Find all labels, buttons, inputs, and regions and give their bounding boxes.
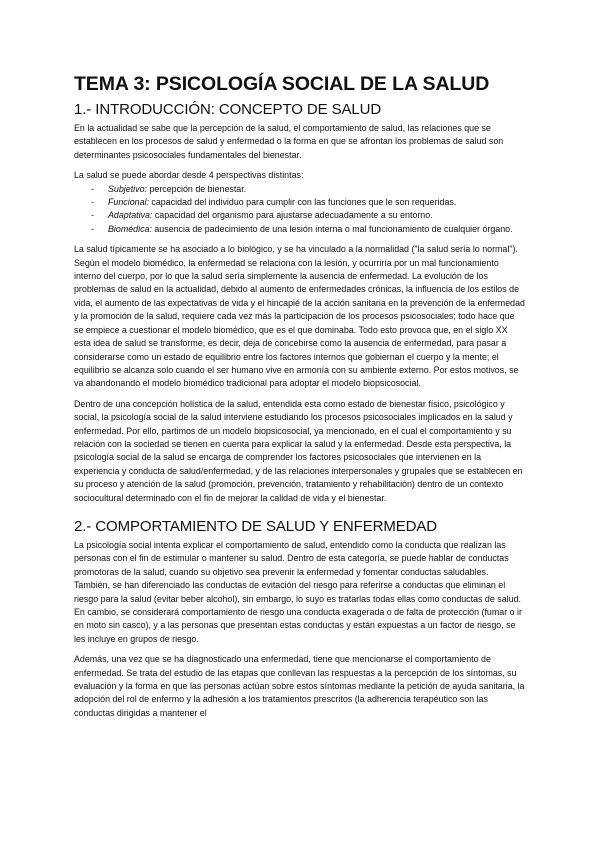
section-1-paragraph-2: La salud se puede abordar desde 4 perspectivas distintas: xyxy=(74,170,304,181)
section-1-heading: 1.- INTRODUCCIÓN: CONCEPTO DE SALUD xyxy=(74,101,382,118)
perspective-term: Biomédica: xyxy=(108,223,152,234)
perspective-text: ausencia de padecimiento de una lesión interna o mal funcionamiento de cualquier órgano. xyxy=(151,223,513,234)
list-item xyxy=(74,196,526,209)
list-dash: - xyxy=(91,223,94,234)
section-1-paragraph-1: En la actualidad se sabe que la percepción de la salud, el comportamiento de salud, las relaciones que se establecen en los procesos de salud y enfermedad o la forma en que se afrontan los problemas de salud son determinantes psicosociales fundamentales del bienestar. xyxy=(74,123,504,160)
perspective-text: capacidad del organismo para ajustarse adecuadamente a su entorno. xyxy=(152,210,433,221)
section-2-heading: 2.- COMPORTAMIENTO DE SALUD Y ENFERMEDAD xyxy=(74,517,438,535)
section-1-paragraph-3: La salud típicamente se ha asociado a lo biológico, y se ha vinculado a la normalidad ("la salud sería lo normal"). Según el modelo biomédico, la enfermedad se relaciona con la lesión, y ocurriría por un mal funcionamiento interno del cuerpo, por lo que la salud sería simplemente la ausencia de enfermedad. La evolución de los problemas de salud en la actualidad, debido al aumento de enfermedades crónicas, la influencia de los estilos de vida, el aumento de las expectativas de vida y el hincapié de la acción sanitaria en la prevención de la enfermedad y la promoción de la salud, requiere cada vez más la participación de los procesos psicosociales; todo hace que se empiece a cuestionar el modelo biomédico, que es el que dominaba. Todo esto provoca que, en el siglo XX esta idea de salud se transforme, es decir, deja de concebirse como la ausencia de enfermedad, para pasar a considerarse como un estado de equilibrio entre los factores internos que gobiernan el cuerpo y la mente; el equilibrio se alcanza solo cuando el ser humano vive en armonía con su ambiente externo. Por estos motivos, se va abandonando el modelo biomédico tradicional para adoptar el modelo biopsicosocial. xyxy=(74,244,525,389)
section-1-paragraph-4: Dentro de una concepción holística de la salud, entendida esta como estado de bienestar físico, psicológico y social, la psicología social de la salud interviene estudiando los procesos psicosociales implicados en la salud y enfermedad. Por ello, partimos de un modelo biopsicosocial, ya mencionado, en el cual el comportamiento y su relación con la sociedad se tienen en cuenta para explicar la salud y la enfermedad. Desde esta perspectiva, la psicología social de la salud se encarga de comprender los factores psicosociales que intervienen en la experiencia y conducta de salud/enfermedad, y de las relaciones interpersonales y grupales que se establecen en su proceso y atención de la salud (promoción, prevención, tratamiento y rehabilitación) dentro de un contexto sociocultural determinado con el fin de mejorar la calidad de vida y el bienestar. xyxy=(74,398,523,503)
perspectives-list xyxy=(74,183,526,237)
perspective-text: percepción de bienestar. xyxy=(146,183,247,194)
list-dash: - xyxy=(91,210,94,221)
list-item xyxy=(74,223,526,236)
perspective-term: Adaptativa: xyxy=(108,210,153,221)
document-title: TEMA 3: PSICOLOGÍA SOCIAL DE LA SALUD xyxy=(74,73,490,95)
section-2-paragraph-2: Además, una vez que se ha diagnosticado una enfermedad, tiene que mencionarse el comportamiento de enfermedad. Se trata del estudio de las etapas que conllevan las respuestas a la percepción de los síntomas, su evaluación y la forma en que las personas actúan sobre estos síntomas mediante la petición de ayuda sanitaria, la adopción del rol de enfermo y la adhesión a los tratamientos prescritos (la adherencia terapéutico son las conductas dirigidas a mantener el xyxy=(74,654,525,718)
perspective-text: capacidad del individuo para cumplir con las funciones que le son requeridas. xyxy=(148,197,457,208)
list-dash: - xyxy=(91,183,94,194)
perspective-term: Funcional: xyxy=(108,197,149,208)
section-2-paragraph-1: La psicología social intenta explicar el comportamiento de salud, entendido como la conducta que realizan las personas con el fin de estimular o mantener su salud. Dentro de esta categoría, se puede hablar de conductas promotoras de la salud, cuando su objetivo sea prevenir la enfermedad y fomentar conductas saludables. También, se han diferenciado las conductas de evitación del riesgo para referirse a conductas que eliminan el riesgo para la salud (evitar beber alcohol), sin embargo, lo suyo es tratarlas todas ellas como conductas de salud. En cambio, se considerará comportamiento de riesgo una conducta exagerada o de falta de protección (fumar o ir en moto sin casco), y a las personas que presentan estas conductas y están expuestas a un factor de riesgo, se les incluye en grupos de riesgo. xyxy=(74,539,522,644)
perspective-term: Subjetivo: xyxy=(108,183,147,194)
list-item xyxy=(74,209,526,222)
document-page xyxy=(74,72,526,720)
list-item xyxy=(74,183,526,196)
list-dash: - xyxy=(91,197,94,208)
